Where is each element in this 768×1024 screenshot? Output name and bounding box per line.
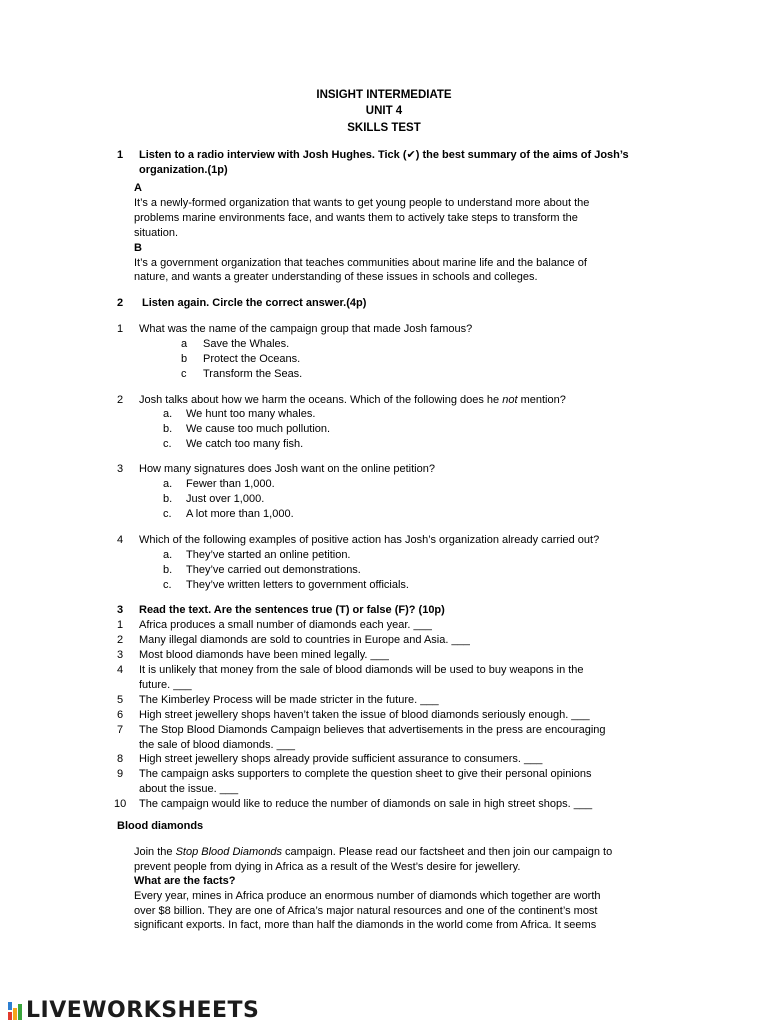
tf-statement-9-line1: The campaign asks supporters to complete the question sheet to give their personal opinions	[139, 768, 592, 780]
q3-b-letter: b.	[163, 493, 173, 505]
ex1-option-b-label[interactable]: B	[134, 242, 142, 254]
ex1-instruction-line1: Listen to a radio interview with Josh Hughes. Tick (✔) the best summary of the aims of Josh’s	[139, 149, 629, 161]
tf-statement-1[interactable]: Africa produces a small number of diamonds each year. ___	[139, 619, 432, 631]
ex1-option-a-label[interactable]: A	[134, 182, 142, 194]
reading-p2-line3: significant exports. In fact, more than half the diamonds in the world come from Africa. It seems	[134, 919, 597, 931]
q1-a-letter: a	[181, 338, 188, 350]
tf-statement-4-line2[interactable]: future. ___	[139, 679, 192, 691]
ex2-instruction: Listen again. Circle the correct answer.(4p)	[142, 297, 367, 309]
q1-text: What was the name of the campaign group that made Josh famous?	[139, 323, 473, 335]
tf-statement-7-line1: The Stop Blood Diamonds Campaign believes that advertisements in the press are encouraging	[139, 724, 606, 736]
q2-text: Josh talks about how we harm the oceans. Which of the following does he not mention?	[139, 394, 566, 406]
title-line-3: SKILLS TEST	[347, 122, 421, 134]
tf-statement-3[interactable]: Most blood diamonds have been mined legally. ___	[139, 649, 389, 661]
q1-c-option[interactable]: Transform the Seas.	[203, 368, 303, 380]
q2-a-letter: a.	[163, 408, 173, 420]
q3-c-letter: c.	[163, 508, 172, 520]
ex3-number: 3	[117, 604, 124, 616]
ex1-number: 1	[117, 149, 124, 161]
q4-c-letter: c.	[163, 579, 172, 591]
title-line-1: INSIGHT INTERMEDIATE	[316, 89, 452, 101]
q3-a-letter: a.	[163, 478, 173, 490]
q4-a-option[interactable]: They’ve started an online petition.	[186, 549, 351, 561]
tf-statement-10[interactable]: The campaign would like to reduce the number of diamonds on sale in high street shops. ___	[139, 798, 593, 810]
q4-a-letter: a.	[163, 549, 173, 561]
q4-number: 4	[117, 534, 124, 546]
q3-c-option[interactable]: A lot more than 1,000.	[186, 508, 294, 520]
q2-b-letter: b.	[163, 423, 173, 435]
ex1-option-b-line1: It’s a government organization that teaches communities about marine life and the balance of	[134, 257, 587, 269]
liveworksheets-logo-icon	[6, 999, 26, 1021]
liveworksheets-logo[interactable]	[6, 996, 259, 1024]
q2-number: 2	[117, 394, 124, 406]
q2-c-letter: c.	[163, 438, 172, 450]
tf-number: 6	[117, 709, 124, 721]
ex2-number: 2	[117, 297, 124, 309]
tf-number: 8	[117, 753, 124, 765]
q1-a-option[interactable]: Save the Whales.	[203, 338, 290, 350]
q2-b-option[interactable]: We cause too much pollution.	[186, 423, 331, 435]
tf-number: 4	[117, 664, 124, 676]
tf-statement-5[interactable]: The Kimberley Process will be made stricter in the future. ___	[139, 694, 439, 706]
tf-number: 9	[117, 768, 124, 780]
q3-a-option[interactable]: Fewer than 1,000.	[186, 478, 275, 490]
reading-title: Blood diamonds	[117, 820, 204, 832]
q3-number: 3	[117, 463, 124, 475]
tf-statement-7-line2[interactable]: the sale of blood diamonds. ___	[139, 739, 295, 751]
q4-b-option[interactable]: They’ve carried out demonstrations.	[186, 564, 361, 576]
ex3-instruction: Read the text. Are the sentences true (T) or false (F)? (10p)	[139, 604, 445, 616]
liveworksheets-logo-text: LIVEWORKSHEETS	[26, 997, 260, 1023]
ex1-option-a-line3: situation.	[134, 227, 179, 239]
q2-a-option[interactable]: We hunt too many whales.	[186, 408, 316, 420]
reading-p2-line1: Every year, mines in Africa produce an enormous number of diamonds which together are worth	[134, 890, 601, 902]
q1-number: 1	[117, 323, 124, 335]
tf-number: 3	[117, 649, 124, 661]
tf-number: 7	[117, 724, 124, 736]
q1-b-letter: b	[181, 353, 188, 365]
tf-statement-4-line1: It is unlikely that money from the sale of blood diamonds will be used to buy weapons in the	[139, 664, 584, 676]
q3-b-option[interactable]: Just over 1,000.	[186, 493, 265, 505]
tf-number: 2	[117, 634, 124, 646]
reading-p1-line1: Join the Stop Blood Diamonds campaign. Please read our factsheet and then join our campaign to	[134, 846, 613, 858]
q3-text: How many signatures does Josh want on the online petition?	[139, 463, 435, 475]
tf-number: 5	[117, 694, 124, 706]
reading-p2-line2: over $8 billion. They are one of Africa’s major natural resources and one of the continent’s most	[134, 905, 598, 917]
tf-statement-9-line2[interactable]: about the issue. ___	[139, 783, 239, 795]
reading-p1-line2: prevent people from dying in Africa as a result of the West’s desire for jewellery.	[134, 861, 521, 873]
q2-c-option[interactable]: We catch too many fish.	[186, 438, 304, 450]
q4-c-option[interactable]: They’ve written letters to government officials.	[186, 579, 409, 591]
q1-b-option[interactable]: Protect the Oceans.	[203, 353, 301, 365]
ex1-option-b-line2: nature, and wants a greater understanding of these issues in schools and colleges.	[134, 271, 538, 283]
ex1-instruction-line2: organization.(1p)	[139, 164, 228, 176]
q1-c-letter: c	[181, 368, 187, 380]
reading-subheading: What are the facts?	[134, 875, 236, 887]
tf-number: 1	[117, 619, 124, 631]
ex1-option-a-line2: problems marine environments face, and wants them to actively take steps to transform the	[134, 212, 578, 224]
tf-statement-2[interactable]: Many illegal diamonds are sold to countries in Europe and Asia. ___	[139, 634, 470, 646]
q4-text: Which of the following examples of positive action has Josh’s organization already carried out?	[139, 534, 600, 546]
tf-statement-6[interactable]: High street jewellery shops haven’t taken the issue of blood diamonds seriously enough. ___	[139, 709, 590, 721]
ex1-option-a-line1: It’s a newly-formed organization that wants to get young people to understand more about the	[134, 197, 590, 209]
title-line-2: UNIT 4	[365, 105, 403, 117]
tf-statement-8[interactable]: High street jewellery shops already provide sufficient assurance to consumers. ___	[139, 753, 543, 765]
tf-number: 10	[114, 798, 127, 810]
q4-b-letter: b.	[163, 564, 173, 576]
